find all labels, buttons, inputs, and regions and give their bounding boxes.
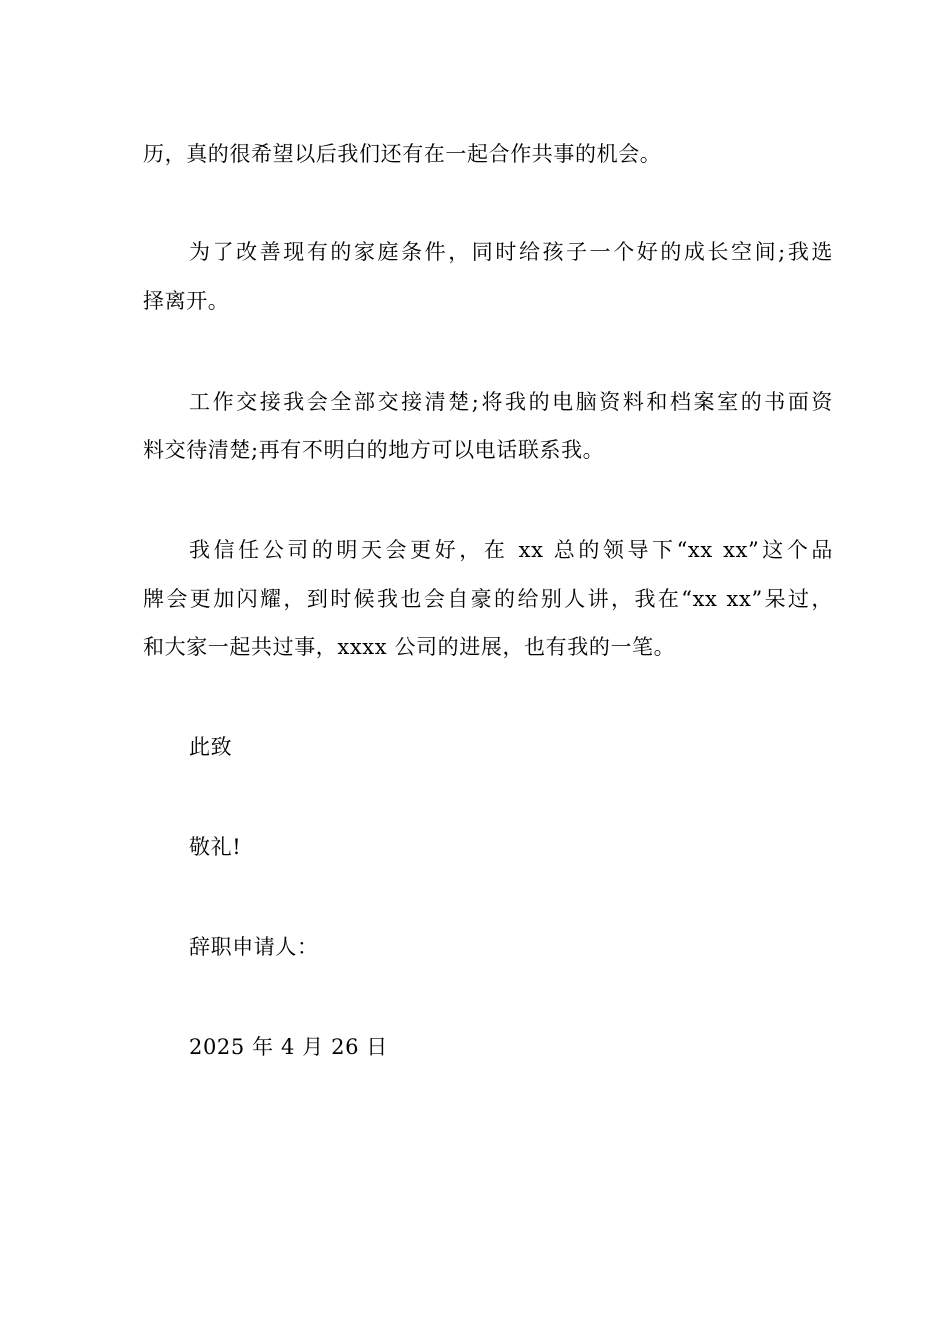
paragraph-line: 牌会更加闪耀，到时候我也会自豪的给别人讲，我在“xx xx”呆过， [143,587,833,611]
paragraph-line: 工作交接我会全部交接清楚;将我的电脑资料和档案室的书面资 [189,390,833,414]
paragraph-line: 和大家一起共过事，xxxx 公司的进展，也有我的一笔。 [143,635,676,659]
paragraph-line: 择离开。 [143,289,230,313]
paragraph-line: 历，真的很希望以后我们还有在一起合作共事的机会。 [143,142,662,166]
paragraph-line: 料交待清楚;再有不明白的地方可以电话联系我。 [143,438,605,462]
paragraph-line: 我信任公司的明天会更好，在 xx 总的领导下“xx xx”这个品 [189,538,833,562]
signature-date: 2025 年 4 月 26 日 [189,1035,388,1059]
closing-salutation: 此致 [189,735,233,759]
closing-regards: 敬礼! [189,835,242,859]
signature-label: 辞职申请人： [189,935,319,959]
paragraph-line: 为了改善现有的家庭条件，同时给孩子一个好的成长空间;我选 [189,240,833,264]
